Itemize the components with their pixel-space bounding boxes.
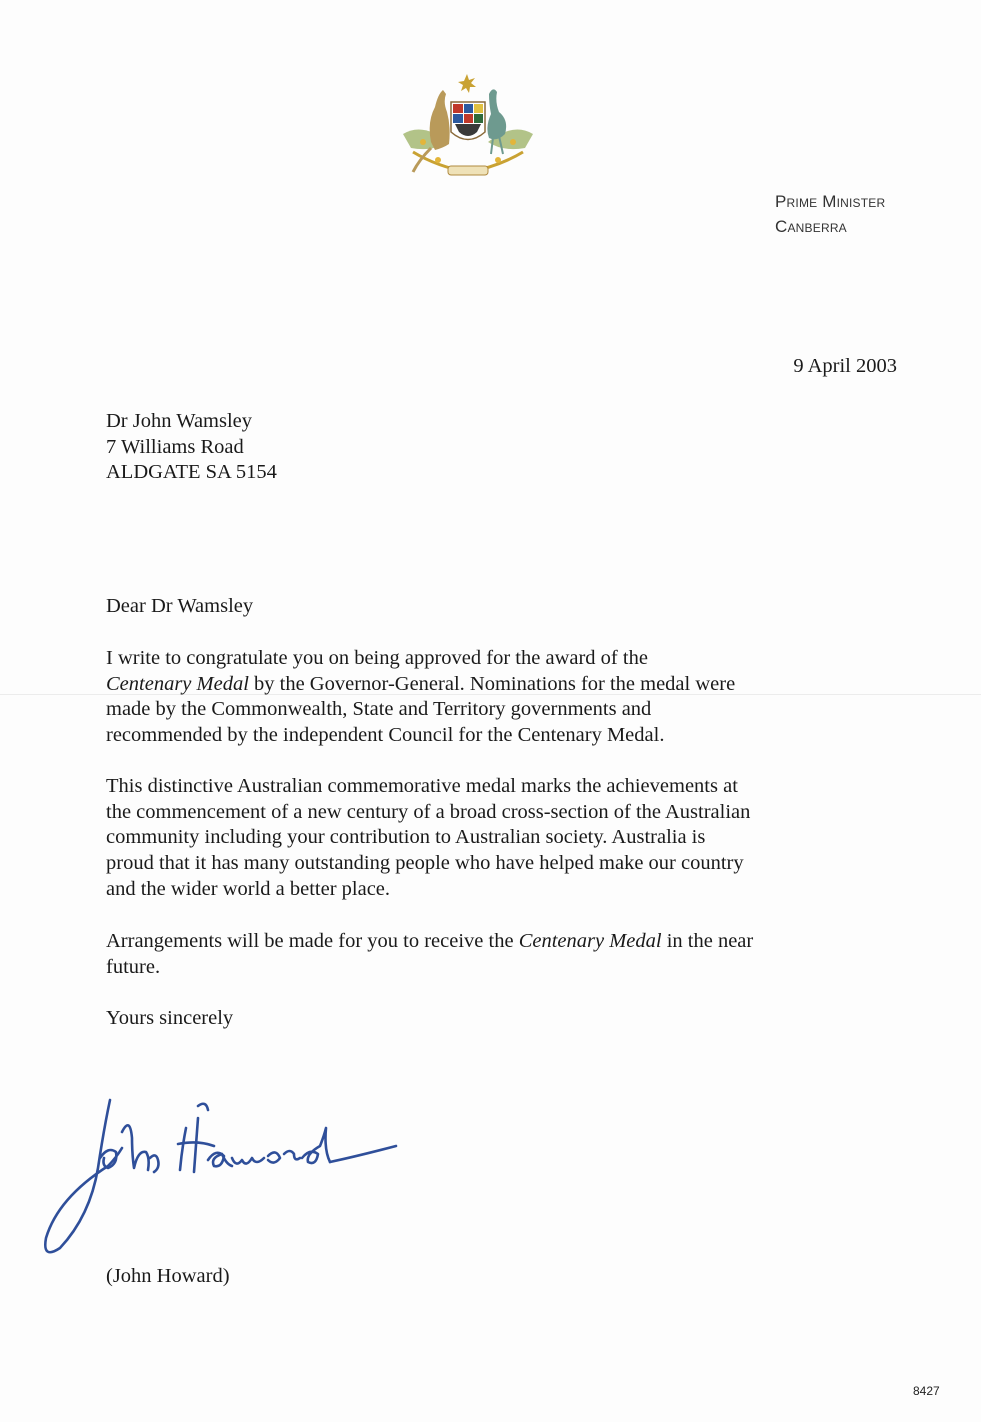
- paragraph-line: [106, 929, 846, 955]
- letter-date: 9 April 2003: [793, 355, 897, 377]
- reference-number: 8427: [913, 1384, 940, 1398]
- paragraph-line: the commencement of a new century of a broad cross-section of the Australian: [106, 800, 751, 823]
- medal-name: Centenary Medal: [518, 930, 662, 952]
- paragraph-text: in the near: [661, 930, 754, 952]
- office-location: Canberra: [775, 217, 847, 236]
- recipient-address: [106, 409, 277, 486]
- closing: Yours sincerely: [106, 1007, 234, 1029]
- body-paragraph-3: [106, 929, 846, 980]
- paragraph-line: recommended by the independent Council for the Centenary Medal.: [106, 724, 665, 747]
- paragraph-line: proud that it has many outstanding people who have helped make our country: [106, 852, 744, 875]
- paragraph-line: and the wider world a better place.: [106, 877, 391, 900]
- paragraph-line: I write to congratulate you on being approved for the award of the: [106, 647, 648, 669]
- paragraph-line: [106, 672, 846, 698]
- recipient-street: 7 Williams Road: [106, 435, 244, 458]
- recipient-locality: ALDGATE SA 5154: [106, 461, 277, 483]
- handwritten-signature: [38, 1088, 408, 1258]
- paragraph-line: future.: [106, 955, 161, 978]
- coat-of-arms-icon: [393, 72, 543, 187]
- paragraph-line: This distinctive Australian commemorative medal marks the achievements at: [106, 775, 738, 797]
- office-title: Prime Minister: [775, 192, 886, 211]
- body-paragraph-1: [106, 646, 846, 749]
- letterhead-office: [775, 189, 885, 239]
- medal-name: Centenary Medal: [106, 672, 249, 695]
- recipient-name: Dr John Wamsley: [106, 410, 253, 432]
- typed-signatory-name: (John Howard): [106, 1265, 230, 1287]
- body-paragraph-2: [106, 774, 846, 903]
- paragraph-line: community including your contribution to Australian society. Australia is: [106, 826, 706, 849]
- paragraph-text: Arrangements will be made for you to receive the: [106, 930, 519, 952]
- paragraph-line: made by the Commonwealth, State and Territory governments and: [106, 698, 652, 721]
- salutation: Dear Dr Wamsley: [106, 595, 254, 617]
- paragraph-text: by the Governor-General. Nominations for the medal were: [248, 672, 736, 695]
